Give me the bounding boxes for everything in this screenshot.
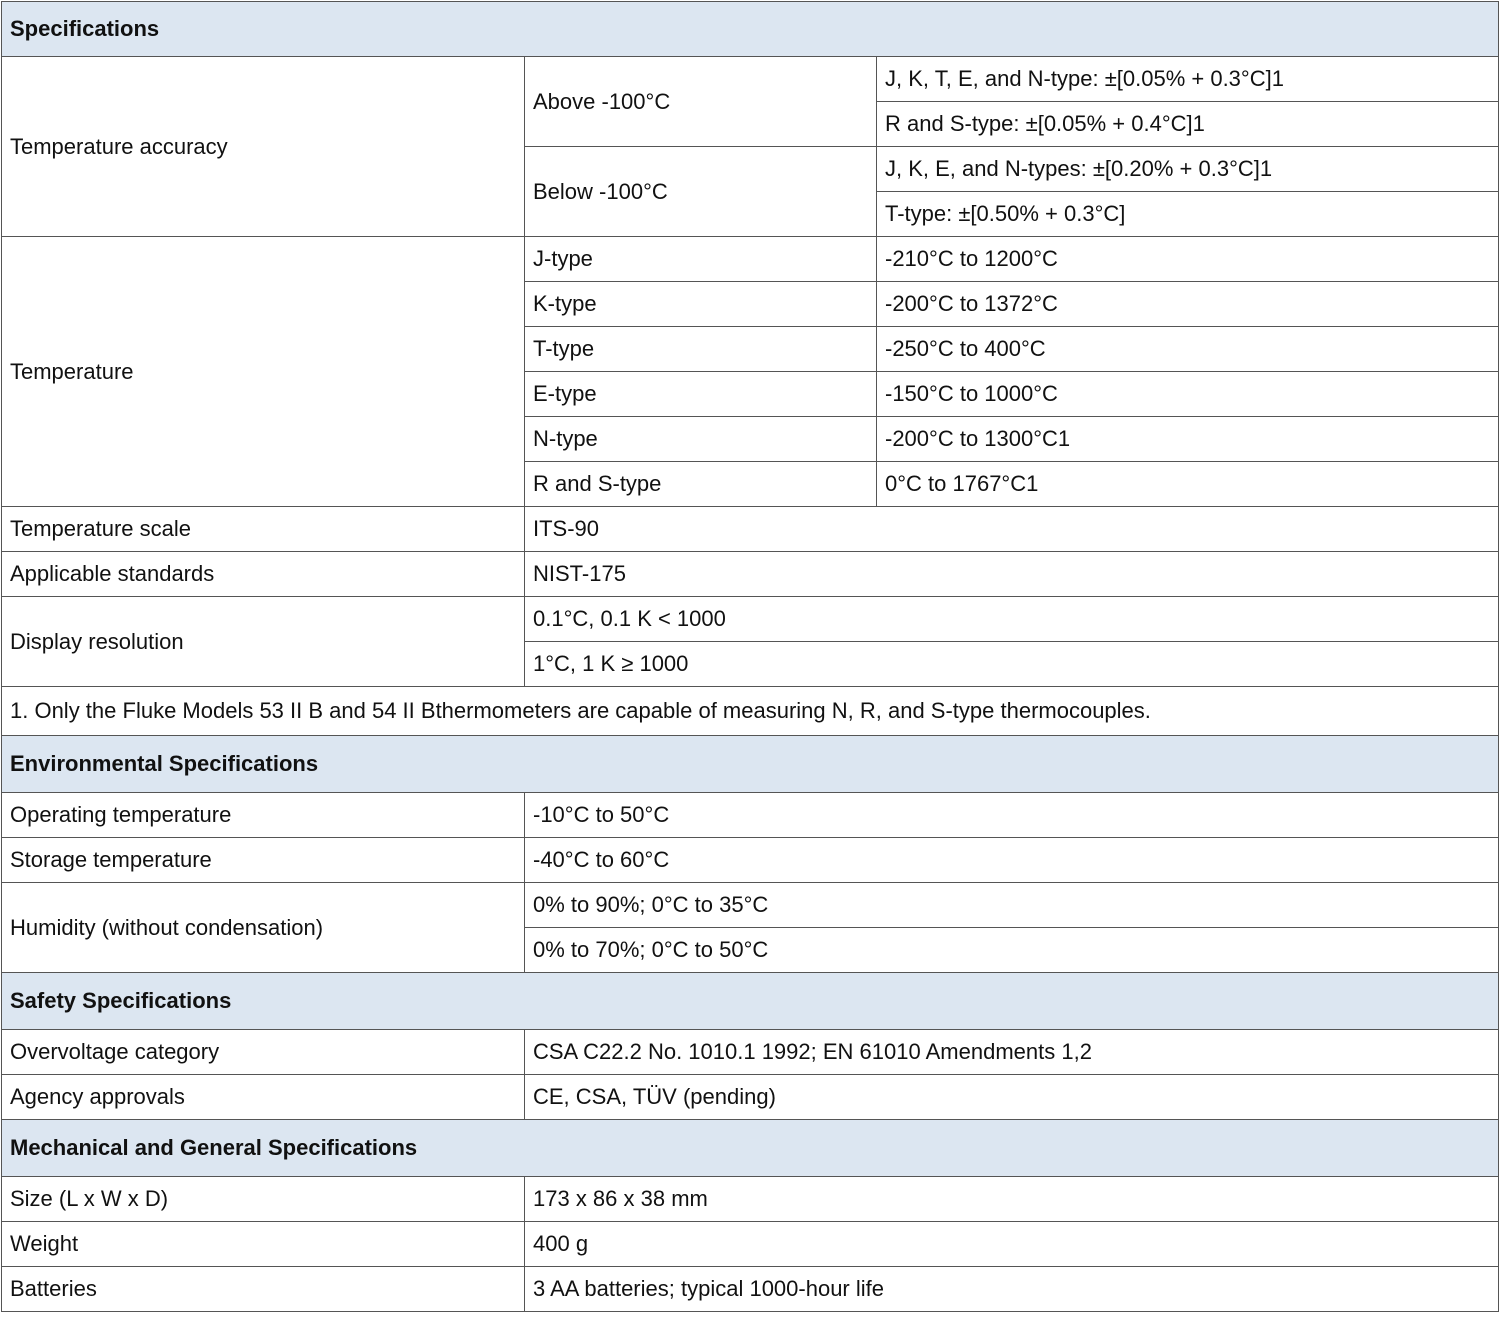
thermocouple-type: T-type xyxy=(525,327,877,372)
cell-value: 3 AA batteries; typical 1000-hour life xyxy=(525,1267,1499,1312)
table-row xyxy=(2,597,1499,642)
cell-value: T-type: ±[0.50% + 0.3°C] xyxy=(877,192,1499,237)
section-row xyxy=(2,736,1499,793)
table-row xyxy=(2,57,1499,102)
cell-value: J, K, T, E, and N-type: ±[0.05% + 0.3°C]1 xyxy=(877,57,1499,102)
thermocouple-type: E-type xyxy=(525,372,877,417)
cell-value: 0.1°C, 0.1 K < 1000 xyxy=(525,597,1499,642)
table-row xyxy=(2,883,1499,928)
table-row xyxy=(2,1075,1499,1120)
row-label-batteries: Batteries xyxy=(2,1267,525,1312)
cell-value: -40°C to 60°C xyxy=(525,838,1499,883)
cell-value: 1°C, 1 K ≥ 1000 xyxy=(525,642,1499,687)
specifications-table xyxy=(1,1,1499,1312)
cell-value: 0% to 90%; 0°C to 35°C xyxy=(525,883,1499,928)
cell-value: R and S-type: ±[0.05% + 0.4°C]1 xyxy=(877,102,1499,147)
temperature-range: -150°C to 1000°C xyxy=(877,372,1499,417)
thermocouple-type: N-type xyxy=(525,417,877,462)
cell-value: -10°C to 50°C xyxy=(525,793,1499,838)
table-row xyxy=(2,507,1499,552)
row-label-storage-temperature: Storage temperature xyxy=(2,838,525,883)
table-row xyxy=(2,1030,1499,1075)
row-label-temperature: Temperature xyxy=(2,237,525,507)
row-label-temperature-accuracy: Temperature accuracy xyxy=(2,57,525,237)
temperature-range: -250°C to 400°C xyxy=(877,327,1499,372)
cell-value: CSA C22.2 No. 1010.1 1992; EN 61010 Amendments 1,2 xyxy=(525,1030,1499,1075)
cell-value: ITS-90 xyxy=(525,507,1499,552)
table-row xyxy=(2,1222,1499,1267)
table-row xyxy=(2,838,1499,883)
cell-value: NIST-175 xyxy=(525,552,1499,597)
section-header-safety: Safety Specifications xyxy=(2,973,1499,1030)
section-header-specifications: Specifications xyxy=(2,2,1499,57)
row-label-humidity: Humidity (without condensation) xyxy=(2,883,525,973)
row-label-applicable-standards: Applicable standards xyxy=(2,552,525,597)
row-label-agency-approvals: Agency approvals xyxy=(2,1075,525,1120)
cell-value: J, K, E, and N-types: ±[0.20% + 0.3°C]1 xyxy=(877,147,1499,192)
table-row xyxy=(2,552,1499,597)
cell-value: 400 g xyxy=(525,1222,1499,1267)
cell-value: 173 x 86 x 38 mm xyxy=(525,1177,1499,1222)
table-row xyxy=(2,1267,1499,1312)
table-row xyxy=(2,1177,1499,1222)
temperature-range: -200°C to 1300°C1 xyxy=(877,417,1499,462)
thermocouple-type: R and S-type xyxy=(525,462,877,507)
section-header-environmental: Environmental Specifications xyxy=(2,736,1499,793)
section-row xyxy=(2,1120,1499,1177)
row-label-temperature-scale: Temperature scale xyxy=(2,507,525,552)
row-label-overvoltage-category: Overvoltage category xyxy=(2,1030,525,1075)
sub-label-below: Below -100°C xyxy=(525,147,877,237)
temperature-range: -200°C to 1372°C xyxy=(877,282,1499,327)
section-header-mechanical: Mechanical and General Specifications xyxy=(2,1120,1499,1177)
row-label-operating-temperature: Operating temperature xyxy=(2,793,525,838)
temperature-range: 0°C to 1767°C1 xyxy=(877,462,1499,507)
row-label-size: Size (L x W x D) xyxy=(2,1177,525,1222)
section-row xyxy=(2,973,1499,1030)
sub-label-above: Above -100°C xyxy=(525,57,877,147)
table-row xyxy=(2,237,1499,282)
thermocouple-type: J-type xyxy=(525,237,877,282)
footnote: 1. Only the Fluke Models 53 II B and 54 II Bthermometers are capable of measuring N, R, and S-type thermocouples. xyxy=(2,687,1499,736)
table-row xyxy=(2,793,1499,838)
footnote-row xyxy=(2,687,1499,736)
temperature-range: -210°C to 1200°C xyxy=(877,237,1499,282)
thermocouple-type: K-type xyxy=(525,282,877,327)
cell-value: CE, CSA, TÜV (pending) xyxy=(525,1075,1499,1120)
row-label-display-resolution: Display resolution xyxy=(2,597,525,687)
section-row xyxy=(2,2,1499,57)
cell-value: 0% to 70%; 0°C to 50°C xyxy=(525,928,1499,973)
row-label-weight: Weight xyxy=(2,1222,525,1267)
